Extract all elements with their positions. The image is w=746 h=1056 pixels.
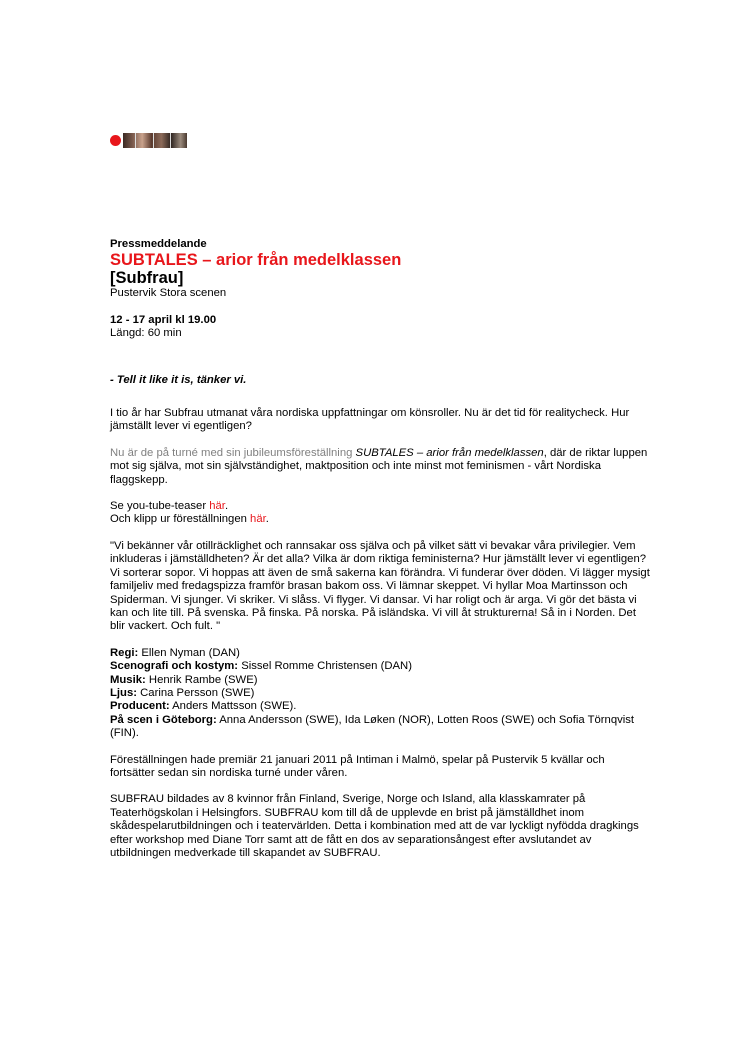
credit-value: Anders Mattsson (SWE). (169, 700, 297, 713)
credit-item (110, 647, 650, 660)
quote-line: - Tell it like it is, tänker vi. (110, 373, 247, 386)
credit-value: Carina Persson (SWE) (137, 686, 255, 699)
paragraph-premiere: Föreställningen hade premiär 21 januari 2011 på Intiman i Malmö, spelar på Pustervik 5 kvällar och fortsätter sedan sin nordiska turné under våren. (110, 753, 605, 779)
press-release (110, 238, 650, 860)
document-label: Pressmeddelande (110, 238, 207, 250)
length: Längd: 60 min (110, 327, 182, 340)
credit-label: Scenografi och kostym: (110, 660, 239, 673)
credit-value: Anna Andersson (SWE), Ida Løken (NOR), Lotten Roos (SWE) och Sofia Törnqvist (FIN). (110, 713, 635, 740)
credit-item (110, 714, 650, 741)
paragraph-tour (110, 447, 650, 487)
page-title: SUBTALES – arior från medelklassen (110, 251, 402, 270)
credit-label: Musik: (110, 673, 146, 686)
credit-item (110, 687, 650, 700)
paragraph-about: SUBFRAU bildades av 8 kvinnor från Finland, Sverige, Norge och Island, alla klasskamrater på Teaterhögskolan i Helsingfors. SUBFRAU kom till då de upplevde en brist på jämställdhet inom skådespelarutbildningen och i teatervärlden. Detta i kombination med att de var lyckligt nyfödda dragkings efter workshop med Diane Torr samt att de fått en dos av separationsångest efter avslutandet av utbildningen medverkade till skapandet av SUBFRAU. (110, 793, 639, 859)
credit-label: Regi: (110, 646, 139, 659)
paragraph-intro: I tio år har Subfrau utmanat våra nordiska uppfattningar om könsroller. Nu är det tid för realitycheck. Hur jämställt lever vi egentligen? (110, 407, 630, 433)
credits-list (110, 647, 650, 741)
teaser-link[interactable]: här (209, 500, 225, 513)
credit-label: Producent: (110, 700, 170, 713)
teaser-text: Se you-tube-teaser (110, 500, 210, 513)
credit-label: Ljus: (110, 686, 137, 699)
logo (110, 132, 187, 148)
credit-item (110, 674, 650, 687)
credit-value: Henrik Rambe (SWE) (145, 673, 258, 686)
paragraph-tour-rest: , där de riktar luppen mot sig själva, mot sin självständighet, maktposition och inte minst mot feminismen - vårt Nordiska flaggskepp. (110, 446, 648, 486)
show-title-italic: SUBTALES – arior från medelklassen (355, 446, 544, 459)
venue: Pustervik Stora scenen (110, 287, 227, 300)
page-subtitle: [Subfrau] (110, 269, 184, 288)
dates: 12 - 17 april kl 19.00 (110, 313, 217, 326)
credit-label: På scen i Göteborg: (110, 713, 217, 726)
paragraph-tour-start: Nu är de på turné med sin jubileumsföreställning (110, 446, 356, 459)
logo-photo-strip (123, 133, 187, 148)
manifesto-quote: "Vi bekänner vår otillräcklighet och rannsakar oss själva och på vilket sätt vi bevakar våra privilegier. Vem inkluderas i jämställdheten? Är det alla? Vilka är dom riktiga feministerna? Hur jämställt lever vi egentligen? Vi sorterar sopor. Vi hoppas att även de små sakerna kan förändra. Vi funderar över döden. Vi lägger mysigt familjeliv med fredagspizza framför brasan bakom oss. Vi lämnar skeppet. Vi hyllar Moa Martinsson och Spiderman. Vi sjunger. Vi skriker. Vi slåss. Vi flyger. Vi dansar. Vi har roligt och är arga. Vi gör det bästa vi kan och lite till. På svenska. På finska. På norska. På isländska. Vi vill åt strukturerna! Så in i Norden. Det blir vackert. Och fult. " (110, 539, 650, 633)
credit-value: Ellen Nyman (DAN) (138, 646, 240, 659)
credit-value: Sissel Romme Christensen (DAN) (238, 660, 412, 673)
red-dot-logo-icon (110, 135, 121, 146)
credit-item (110, 660, 650, 673)
teaser-line: Se you-tube-teaser här. (110, 500, 229, 513)
clip-link[interactable]: här (250, 513, 266, 526)
clip-text: Och klipp ur föreställningen (110, 513, 251, 526)
credit-item (110, 700, 650, 713)
clip-line: Och klipp ur föreställningen här. (110, 513, 269, 526)
